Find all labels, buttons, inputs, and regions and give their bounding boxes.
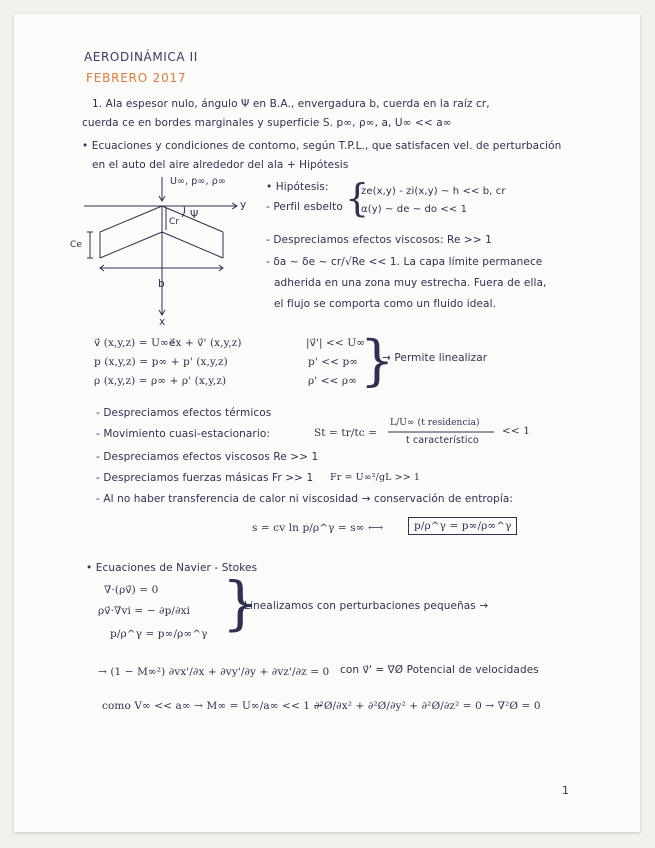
froude-condition: Fr = U∞²/gL >> 1 — [330, 472, 421, 483]
momentum-equation: ρv⃗·∇vi = − ∂p/∂xi — [98, 605, 191, 617]
thermal-assumption: - Despreciamos efectos térmicos — [96, 407, 272, 419]
strouhal-numerator: L/U∞ (t residencia) — [390, 418, 480, 428]
boundary-layer-line-1: - δa ~ δe ~ cr/√Re << 1. La capa límite permanece — [266, 256, 543, 268]
navier-stokes-heading: • Ecuaciones de Navier - Stokes — [86, 562, 257, 574]
span-label: b — [158, 278, 165, 290]
tip-chord-label: Ce — [70, 240, 83, 250]
problem-line-2: cuerda ce en bordes marginales y superficie S. p∞, ρ∞, a, U∞ << a∞ — [82, 117, 452, 129]
bullet-equations-line-2: en el auto del aire alrededor del ala + Hipótesis — [92, 159, 349, 171]
quasi-steady-assumption: - Movimiento cuasi-estacionario: — [96, 428, 270, 440]
density-small-condition: ρ' << ρ∞ — [308, 375, 358, 387]
entropy-conservation: - Al no haber transferencia de calor ni viscosidad → conservación de entropía: — [96, 493, 514, 505]
page-number: 1 — [562, 784, 570, 797]
velocity-potential-note: con v⃗' = ∇Ø Potencial de velocidades — [340, 664, 539, 676]
hypotheses-heading: • Hipótesis: — [266, 181, 329, 193]
course-title: AERODINÁMICA II — [84, 50, 198, 64]
hypotheses-brace: { — [345, 176, 370, 220]
entropy-equation: s = cv ln p/ρ^γ = s∞ ⟷ — [252, 522, 384, 534]
exam-date: FEBRERO 2017 — [86, 71, 187, 85]
boundary-layer-line-2: adherida en una zona muy estrecha. Fuera de ella, — [274, 277, 547, 289]
x-axis-label: x — [159, 316, 166, 328]
velocity-small-condition: |v⃗'| << U∞ — [306, 337, 366, 349]
energy-equation: p/ρ^γ = p∞/ρ∞^γ — [110, 628, 208, 640]
root-chord-label: Cr — [169, 217, 180, 227]
body-forces-neglect: - Despreciamos fuerzas másicas Fr >> 1 — [96, 472, 314, 484]
isentropic-relation: p/ρ^γ = p∞/ρ∞^γ — [408, 517, 517, 535]
strouhal-condition: << 1 — [502, 425, 531, 437]
linearize-note: Linealizamos con perturbaciones pequeñas → — [244, 600, 489, 612]
pressure-small-condition: p' << p∞ — [308, 356, 359, 368]
navier-stokes-brace: } — [222, 569, 259, 637]
linearize-result: → Permite linealizar — [382, 352, 488, 364]
density-decomposition: ρ (x,y,z) = ρ∞ + ρ' (x,y,z) — [94, 375, 227, 387]
continuity-equation: ∇·(ρv⃗) = 0 — [104, 584, 159, 596]
freestream-label: U∞, p∞, ρ∞ — [170, 176, 226, 187]
incidence-condition: α(y) ~ de ~ do << 1 — [361, 204, 468, 215]
strouhal-denominator: t característico — [406, 435, 479, 446]
bullet-equations-line-1: • Ecuaciones y condiciones de contorno, según T.P.L., que satisfacen vel. de perturbación — [82, 140, 561, 152]
thin-profile-label: - Perfil esbelto — [266, 201, 343, 213]
y-axis-label: y — [240, 199, 247, 211]
notebook-page — [14, 14, 640, 832]
sweep-angle-label: Ψ — [190, 209, 199, 221]
linearized-pde: → (1 − M∞²) ∂vx'/∂x + ∂vy'/∂y + ∂vz'/∂z = 0 — [98, 666, 330, 678]
problem-line-1: 1. Ala espesor nulo, ángulo Ψ en B.A., envergadura b, cuerda en la raíz cr, — [92, 98, 490, 110]
viscous-assumption: - Despreciamos efectos viscosos: Re >> 1 — [266, 234, 492, 246]
viscous-neglect: - Despreciamos efectos viscosos Re >> 1 — [96, 451, 319, 463]
low-mach-condition: como V∞ << a∞ → M∞ = U∞/a∞ << 1 → — [102, 700, 323, 712]
thickness-condition: ze(x,y) - zi(x,y) ~ h << b, cr — [361, 186, 506, 197]
laplace-equation: ∂²Ø/∂x² + ∂²Ø/∂y² + ∂²Ø/∂z² = 0 → ∇²Ø = 0 — [314, 700, 541, 712]
strouhal-lhs: St = tr/tc = — [314, 427, 378, 439]
boundary-layer-line-3: el flujo se comporta como un fluido ideal. — [274, 298, 497, 310]
pressure-decomposition: p (x,y,z) = p∞ + p' (x,y,z) — [94, 356, 228, 368]
velocity-decomposition: v⃗ (x,y,z) = U∞e⃗x + v⃗' (x,y,z) — [94, 337, 242, 349]
perturbation-brace: } — [360, 329, 395, 392]
